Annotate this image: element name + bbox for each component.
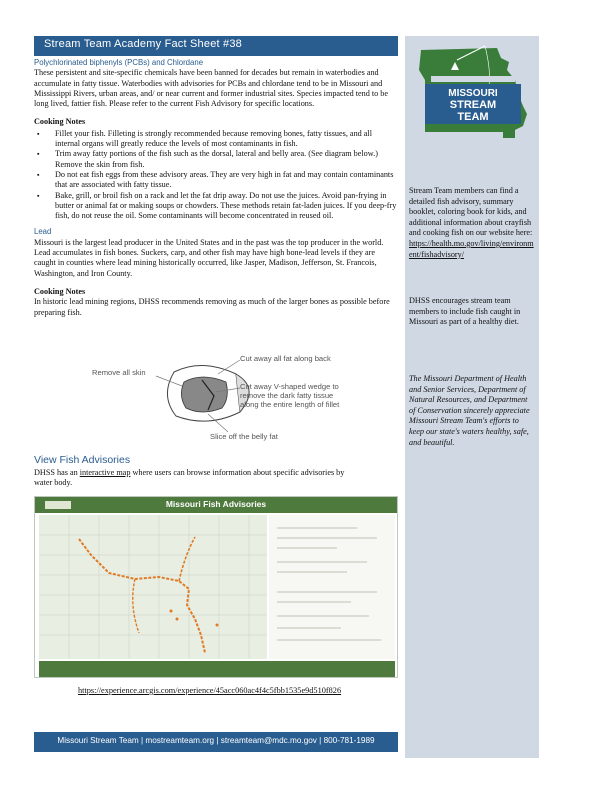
view-text-after: where users can browse information about specific advisories by water body.	[34, 468, 345, 488]
map-footer-bar	[39, 661, 395, 677]
list-item: ▪ Do not eat fish eggs from these advisory areas. They are very high in fat and may contain contaminants that are associated with fatty tissue.	[34, 170, 398, 191]
sidebar-para-2: DHSS encourages stream team members to include fish caught in Missouri as part of a healthy diet.	[409, 296, 521, 327]
logo-line-3: TEAM	[457, 111, 489, 123]
lead-body: Missouri is the largest lead producer in the United States and in the past was the top producer in the world. Lead accumulates in fish bones. Suckers, carp, and other fish may have high bone-lead levels if they are caught in counties where lead mining historically occurred, like Jasper, Madison, Jefferson, St. Francois, Washington, and Iron County.	[34, 237, 384, 278]
list-item: ▪ Trim away fatty portions of the fish such as the dorsal, lateral and belly area. (See diagram below.) Remove the skin from fish.	[34, 149, 398, 170]
missouri-stream-team-logo	[411, 40, 535, 148]
interactive-map-link[interactable]: interactive map	[79, 468, 131, 477]
sidebar-para-1: Stream Team members can find a detailed fish advisory, summary booklet, coloring book for kids, and additional information about crayfish and cooking fish on our website here:	[409, 186, 533, 238]
main-content	[34, 58, 398, 318]
label-v-wedge: Cut away V-shaped wedge to remove the dark fatty tissue along the entire length of fillet	[240, 382, 340, 409]
pcb-title: Polychlorinated biphenyls (PCBs) and Chlordane	[34, 58, 204, 67]
map-url-link[interactable]: https://experience.arcgis.com/experience/45acc060ac4f4c5fbb1535e9d510f826	[78, 686, 342, 695]
sidebar-website-info	[409, 186, 535, 260]
pcb-body: These persistent and site-specific chemicals have been banned for decades but remain in waterbodies and accumulate in fatty tissue. Waterbodies with advisories for PCBs and chlordane tend to be in Missouri and Mississippi Rivers, urban areas, and/ or near current and former industrial sites. Species impacted tend to be long lived, fattier fish. Please refer to the current Fish Advisory for specific locations.	[34, 68, 389, 109]
fact-sheet-title: Stream Team Academy Fact Sheet #38	[44, 38, 242, 50]
map-area	[39, 515, 267, 659]
list-item: ▪ Fillet your fish. Filleting is strongly recommended because removing bones, fatty tissues, and all internal organs will greatly reduce the levels of most contaminants in fish.	[34, 129, 398, 150]
label-remove-skin: Remove all skin	[92, 368, 146, 377]
lead-title: Lead	[34, 227, 52, 237]
view-advisories-text	[34, 468, 364, 489]
sidebar-link[interactable]: https://health.mo.gov/living/environment/fishadvisory/	[409, 238, 534, 259]
map-header-bar	[35, 497, 397, 513]
view-advisories-title: View Fish Advisories	[34, 454, 131, 466]
map-title: Missouri Fish Advisories	[165, 499, 267, 509]
list-item: ▪ Bake, grill, or broil fish on a rack and let the fat drip away. Do not use the juices. Avoid pan-frying in butter or animal fat or making soups or chowders. These methods retain fat-laden juices. If you deep-fry fish, do not reuse the oil. Some contaminants will become concentrated in reused oil.	[34, 191, 398, 222]
sidebar-acknowledgement: The Missouri Department of Health and Senior Services, Department of Natural Resources, and Department of Conservation sincerely appreciate Missouri Stream Team's efforts to keep our state's waters healthy, safe, and beautiful.	[409, 374, 530, 447]
cooking-notes-lead-body: In historic lead mining regions, DHSS recommends removing as much of the larger bones as possible before preparing fish.	[34, 297, 390, 317]
cooking-notes-title-2: Cooking Notes	[34, 286, 86, 296]
cooking-notes-title-1: Cooking Notes	[34, 117, 86, 127]
logo-line-2: STREAM	[449, 99, 497, 111]
fish-advisories-map-screenshot[interactable]	[34, 496, 398, 678]
label-belly-fat: Slice off the belly fat	[210, 432, 278, 441]
logo-line-1: MISSOURI	[448, 88, 498, 99]
label-fat-along-back: Cut away all fat along back	[240, 354, 331, 363]
footer-contact-line: Missouri Stream Team | mostreamteam.org | streamteam@mdc.mo.gov | 800-781-1989	[57, 736, 375, 745]
map-info-panel	[269, 515, 395, 659]
fish-fillet-diagram	[90, 352, 350, 444]
view-text-before: DHSS has an	[34, 468, 80, 477]
cooking-notes-list	[34, 129, 398, 222]
